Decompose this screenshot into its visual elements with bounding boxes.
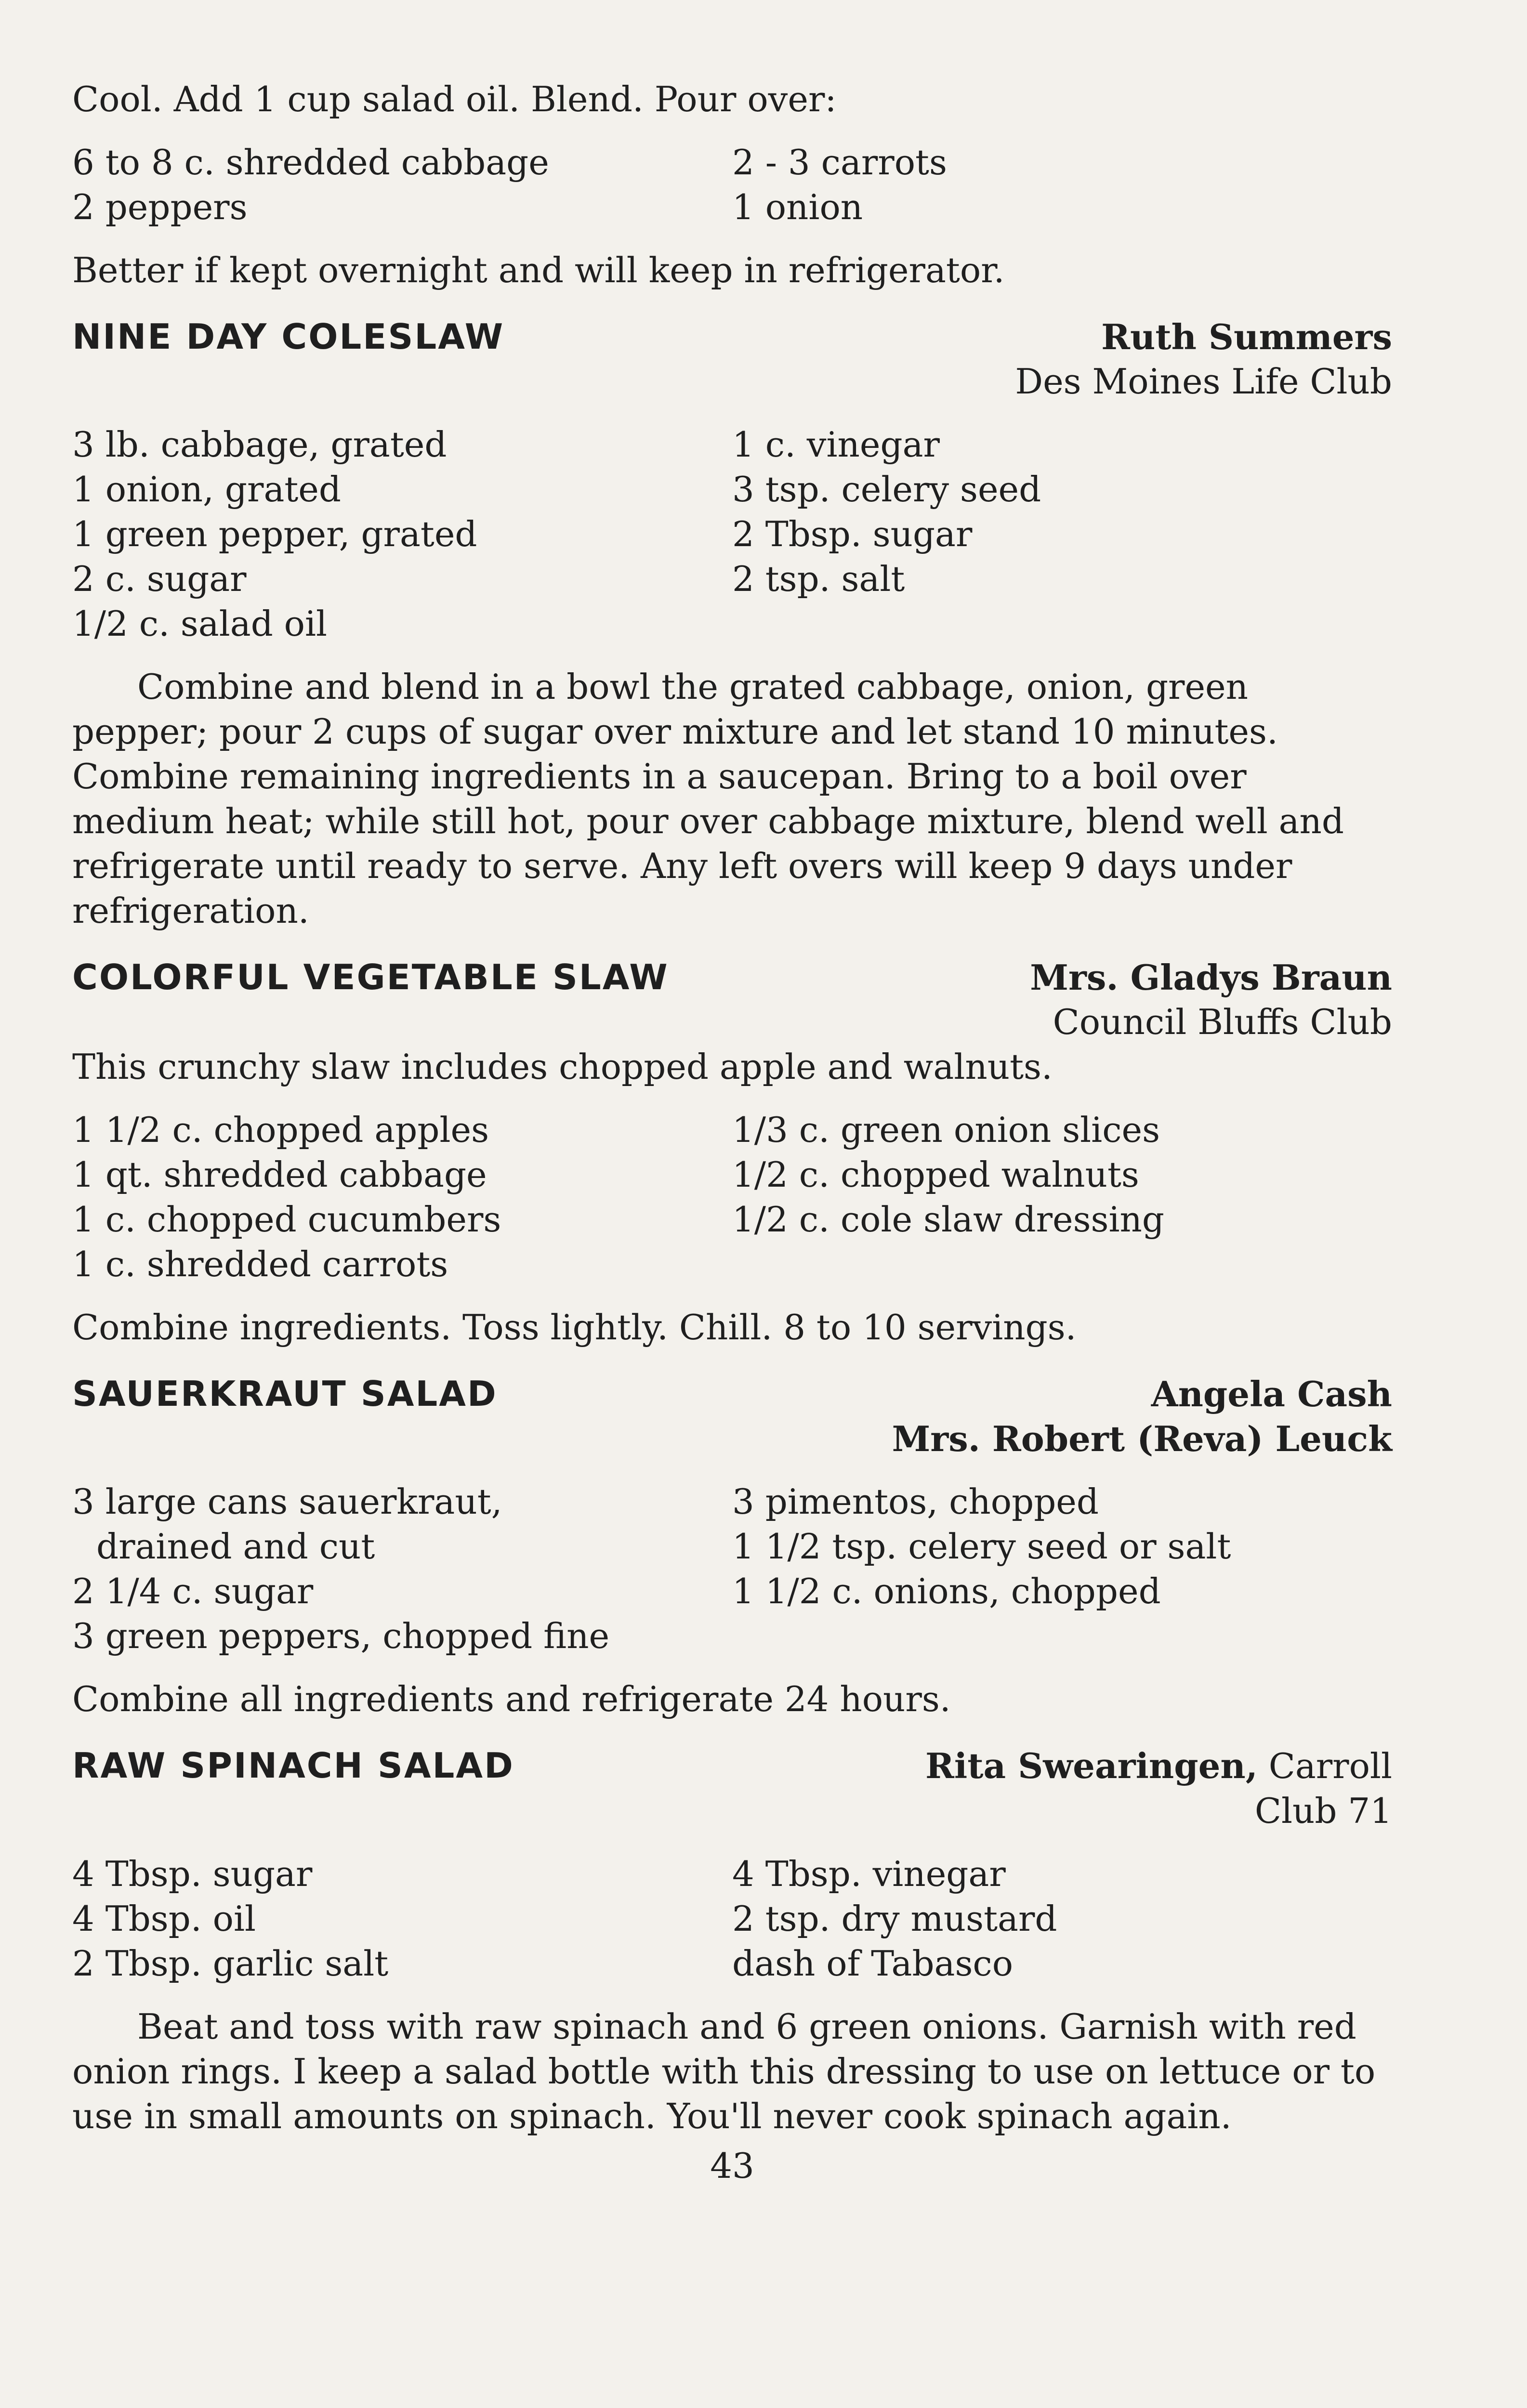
ingredient: 4 Tbsp. vinegar bbox=[732, 1854, 1006, 1894]
ingredient: 3 green peppers, chopped fine bbox=[72, 1616, 610, 1656]
recipe-title: SAUERKRAUT SALAD bbox=[72, 1374, 498, 1414]
recipe-title: RAW SPINACH SALAD bbox=[72, 1745, 514, 1786]
author-name-2: Mrs. Robert (Reva) Leuck bbox=[892, 1418, 1392, 1459]
ingredient: 3 tsp. celery seed bbox=[732, 469, 1041, 510]
ingredient: 1 1/2 c. chopped apples bbox=[72, 1110, 489, 1150]
ingredient-columns bbox=[72, 422, 1392, 646]
ingredient: 2 1/4 c. sugar bbox=[72, 1571, 314, 1611]
ingredients-right bbox=[732, 1479, 1392, 1659]
ingredients-left bbox=[72, 1479, 732, 1659]
recipe-title: COLORFUL VEGETABLE SLAW bbox=[72, 957, 669, 997]
club-name: Des Moines Life Club bbox=[1015, 361, 1392, 402]
cookbook-page bbox=[72, 77, 1392, 2188]
ingredients-right bbox=[732, 422, 1392, 646]
recipe-attribution bbox=[1030, 955, 1392, 1045]
recipe-nine-day-coleslaw bbox=[72, 314, 1392, 933]
ingredient: 3 large cans sauerkraut, bbox=[72, 1481, 502, 1522]
ingredient-columns bbox=[72, 1108, 1392, 1287]
author-name: Mrs. Gladys Braun bbox=[1030, 957, 1392, 998]
ingredient-columns bbox=[72, 1852, 1392, 1986]
club-name-cont: Club 71 bbox=[1254, 1791, 1392, 1831]
ingredients-right bbox=[732, 140, 1392, 230]
ingredient: 1 c. vinegar bbox=[732, 424, 940, 465]
recipe-sauerkraut-salad bbox=[72, 1372, 1392, 1722]
ingredient: 1 qt. shredded cabbage bbox=[72, 1154, 487, 1195]
recipe-attribution bbox=[1015, 314, 1392, 404]
recipe-title: NINE DAY COLESLAW bbox=[72, 316, 505, 357]
ingredient: 6 to 8 c. shredded cabbage bbox=[72, 142, 549, 183]
ingredient: 1 onion bbox=[732, 187, 863, 227]
author-name: Ruth Summers bbox=[1101, 316, 1392, 357]
ingredient-columns bbox=[72, 140, 1392, 230]
ingredients-left bbox=[72, 140, 732, 230]
ingredients-right bbox=[732, 1108, 1392, 1287]
recipe-heading bbox=[72, 1743, 1392, 1833]
author-name: Angela Cash bbox=[1151, 1374, 1392, 1414]
ingredient: 1/2 c. cole slaw dressing bbox=[732, 1199, 1164, 1240]
recipe-heading bbox=[72, 314, 1392, 404]
ingredients-left bbox=[72, 1852, 732, 1986]
ingredient: 4 Tbsp. oil bbox=[72, 1898, 256, 1939]
ingredient: 2 peppers bbox=[72, 187, 248, 227]
ingredient: 1/2 c. salad oil bbox=[72, 603, 328, 644]
ingredients-right bbox=[732, 1852, 1392, 1986]
recipe-directions: Combine ingredients. Toss lightly. Chill. 8 to 10 servings. bbox=[72, 1307, 1077, 1348]
previous-recipe-continuation bbox=[72, 77, 1392, 293]
recipe-colorful-vegetable-slaw bbox=[72, 955, 1392, 1350]
ingredient: 1 c. shredded carrots bbox=[72, 1244, 448, 1284]
ingredient: 2 Tbsp. sugar bbox=[732, 514, 973, 554]
ingredient: 1 onion, grated bbox=[72, 469, 341, 510]
club-name: Council Bluffs Club bbox=[1053, 1002, 1392, 1042]
ingredient: 1 c. chopped cucumbers bbox=[72, 1199, 501, 1240]
ingredient: 2 c. sugar bbox=[72, 559, 247, 599]
ingredient: drained and cut bbox=[96, 1526, 375, 1567]
recipe-heading bbox=[72, 1372, 1392, 1461]
ingredient: 3 lb. cabbage, grated bbox=[72, 424, 447, 465]
ingredient: 1 1/2 tsp. celery seed or salt bbox=[732, 1526, 1231, 1567]
ingredients-left bbox=[72, 422, 732, 646]
ingredient: 1/2 c. chopped walnuts bbox=[732, 1154, 1139, 1195]
ingredient: 3 pimentos, chopped bbox=[732, 1481, 1099, 1522]
ingredient: dash of Tabasco bbox=[732, 1943, 1014, 1984]
ingredient: 4 Tbsp. sugar bbox=[72, 1854, 313, 1894]
recipe-directions: Beat and toss with raw spinach and 6 green onions. Garnish with red onion rings. I keep a salad bottle with this dressing to use on lettuce or to use in small amounts on spinach. You'll never cook spinach again. bbox=[72, 2006, 1376, 2136]
club-name: Carroll bbox=[1268, 1746, 1392, 1786]
recipe-heading bbox=[72, 955, 1392, 1045]
recipe-attribution bbox=[892, 1372, 1392, 1461]
recipe-directions: Combine and blend in a bowl the grated cabbage, onion, green pepper; pour 2 cups of sugar over mixture and let stand 10 minutes. Combine remaining ingredients in a saucepan. Bring to a boil over medium heat; while still hot, pour over cabbage mixture, blend well and refrigerate until ready to serve. Any left overs will keep 9 days under refrigeration. bbox=[72, 667, 1344, 931]
recipe-raw-spinach-salad bbox=[72, 1743, 1392, 2139]
page-number: 43 bbox=[710, 2146, 754, 2186]
recipe-attribution bbox=[925, 1743, 1392, 1833]
recipe-intro: This crunchy slaw includes chopped apple and walnuts. bbox=[72, 1047, 1053, 1087]
ingredient: 2 tsp. dry mustard bbox=[732, 1898, 1057, 1939]
ingredient: 1 green pepper, grated bbox=[72, 514, 477, 554]
author-name: Rita Swearingen, bbox=[925, 1745, 1258, 1786]
ingredient: 2 tsp. salt bbox=[732, 559, 905, 599]
ingredient: 1/3 c. green onion slices bbox=[732, 1110, 1160, 1150]
ingredient: 2 - 3 carrots bbox=[732, 142, 947, 183]
ingredients-left bbox=[72, 1108, 732, 1287]
ingredient: 1 1/2 c. onions, chopped bbox=[732, 1571, 1161, 1611]
instruction-text: Cool. Add 1 cup salad oil. Blend. Pour over: bbox=[72, 79, 837, 119]
ingredient-columns bbox=[72, 1479, 1392, 1659]
ingredient: 2 Tbsp. garlic salt bbox=[72, 1943, 389, 1984]
recipe-directions: Combine all ingredients and refrigerate 24 hours. bbox=[72, 1679, 951, 1719]
note-text: Better if kept overnight and will keep in refrigerator. bbox=[72, 250, 1005, 290]
